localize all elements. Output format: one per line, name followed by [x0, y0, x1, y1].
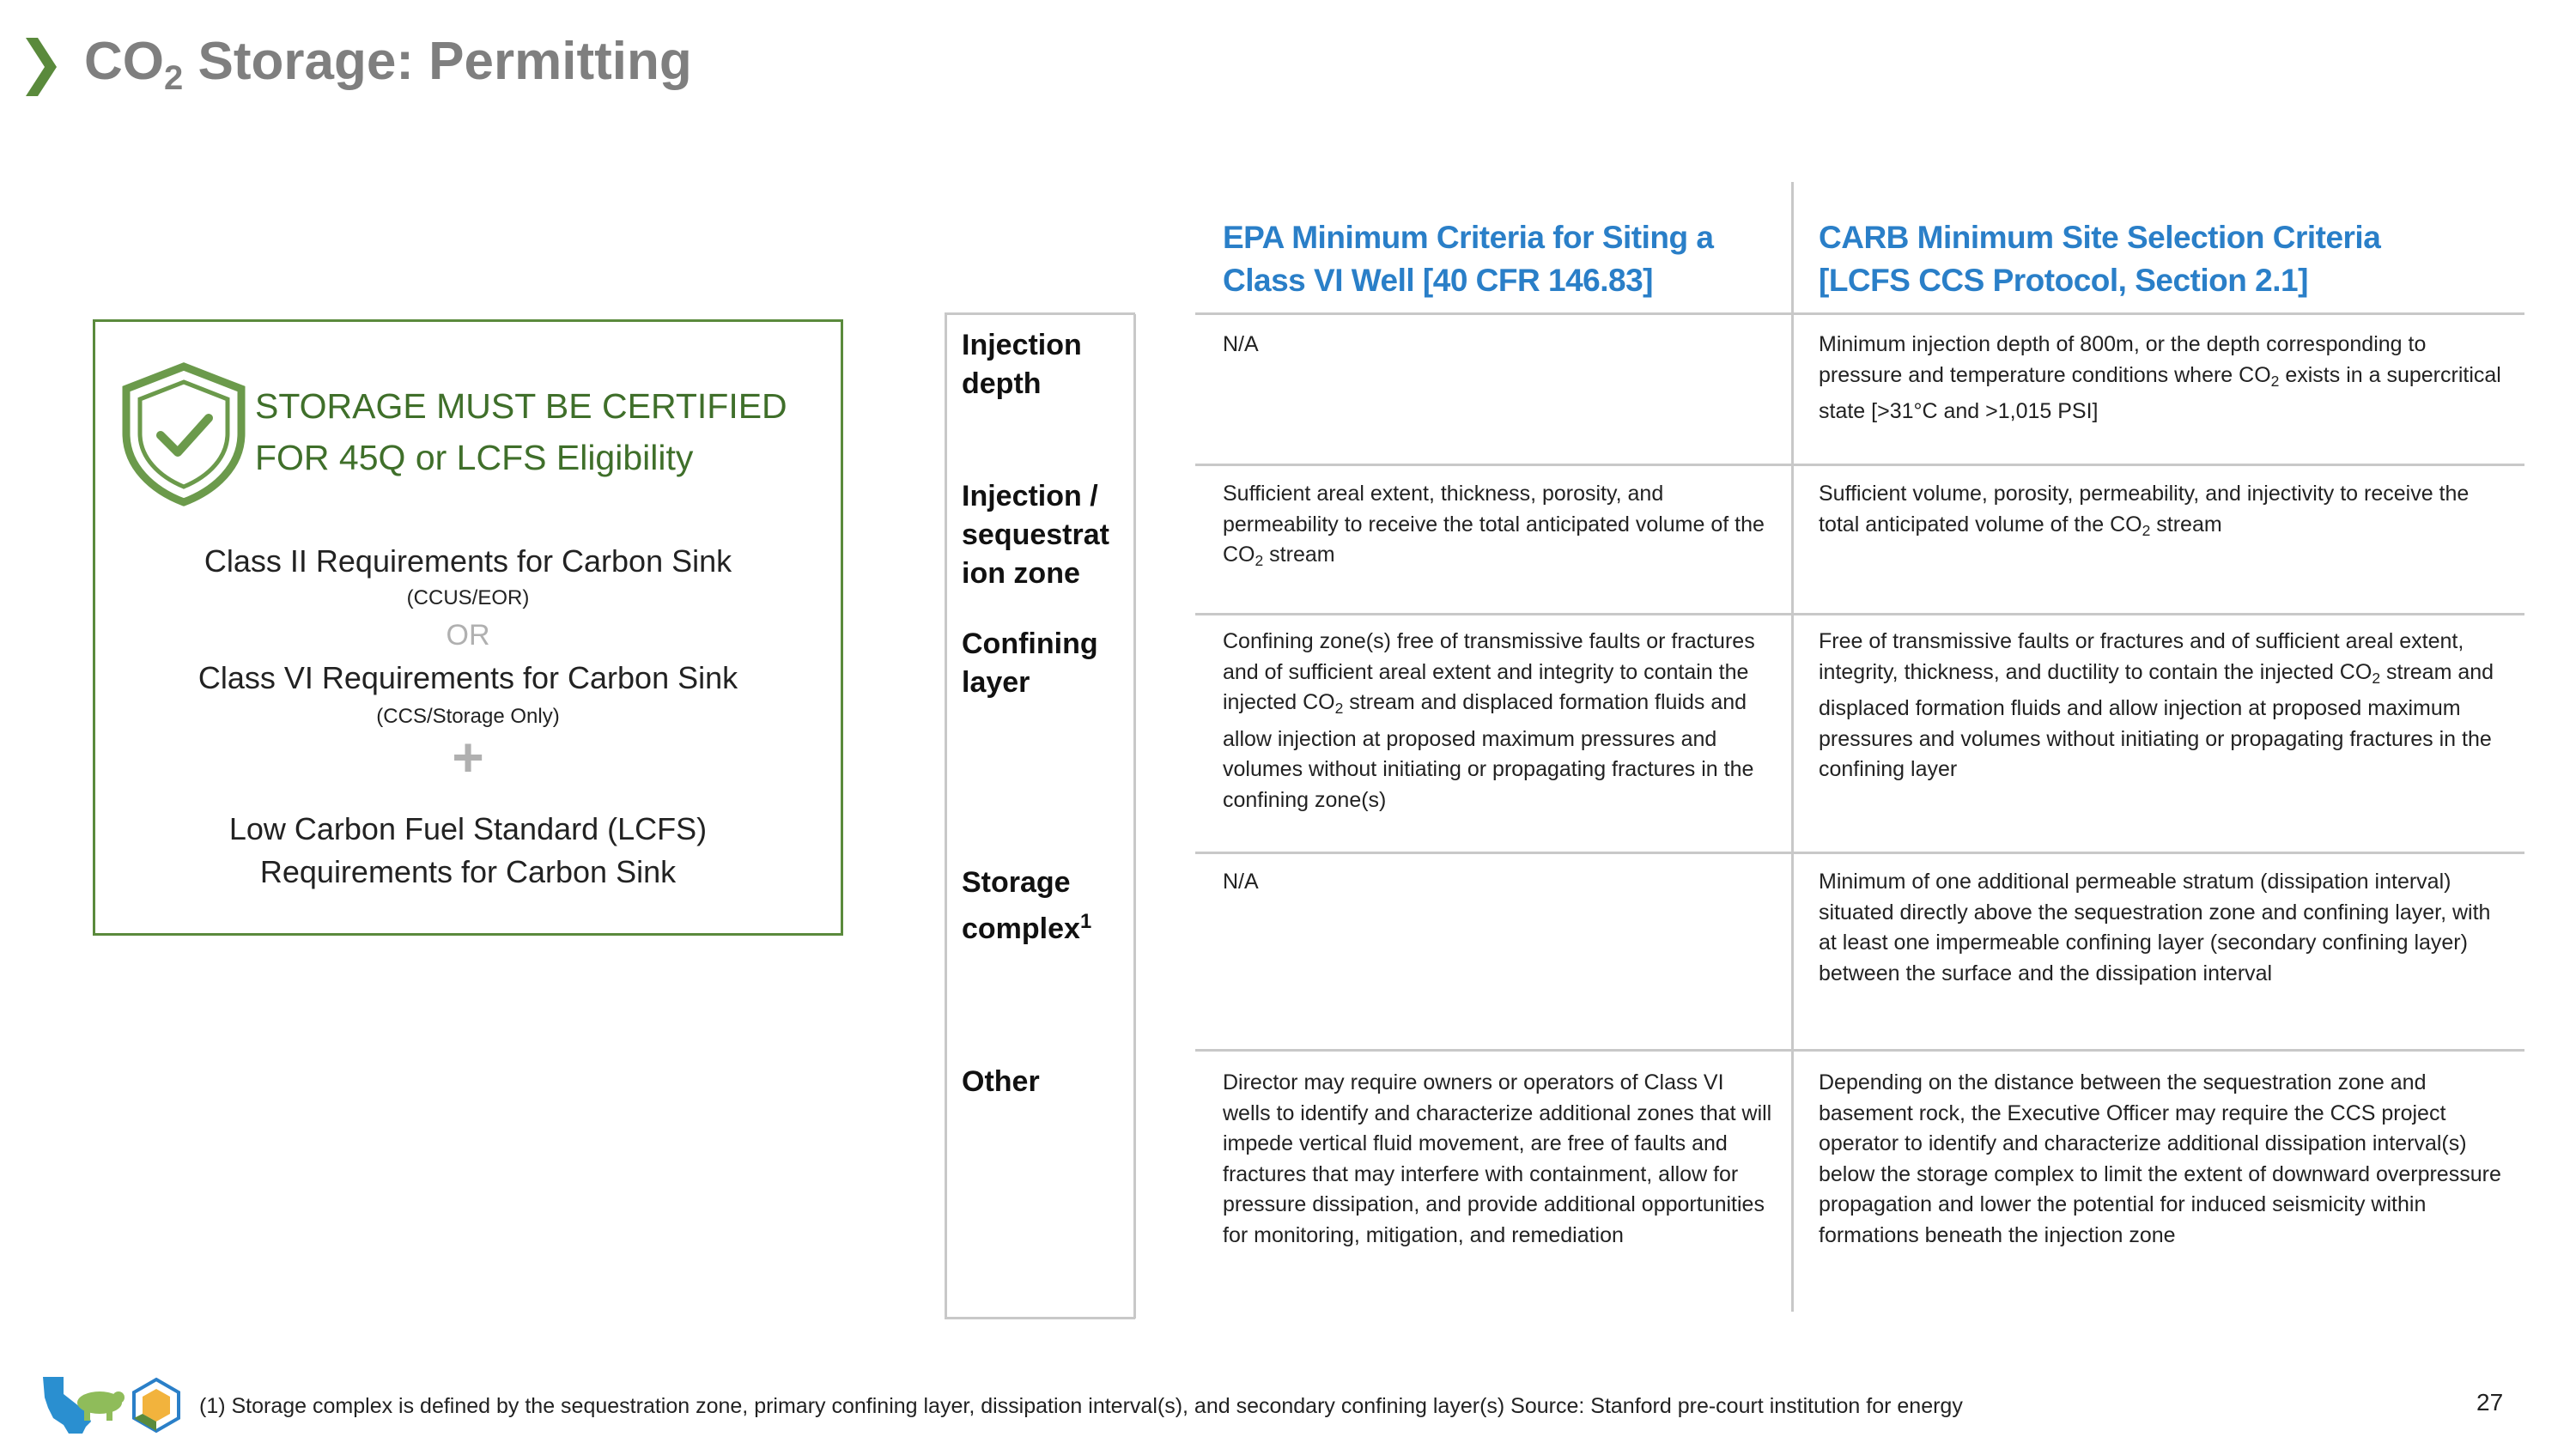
row-label-injection-depth: Injection depth [962, 329, 1082, 400]
row-label-other: Other [962, 1065, 1040, 1098]
shield-check-icon [121, 361, 246, 507]
page-title: $CO_2$ Storage: Permitting [84, 32, 692, 97]
class6-subtitle: (CCS/Storage Only) [376, 705, 560, 728]
carb-cell-injection-zone: Sufficient volume, porosity, permeability, and injectivity to receive the total anticipated volume of the $CO_2$ stream [1819, 482, 2470, 539]
label-column-top-border [945, 312, 1135, 315]
class2-requirement: Class II Requirements for Carbon Sink [204, 543, 732, 579]
title-chevron-icon [26, 38, 57, 96]
header-divider [1195, 312, 2524, 315]
class2-subtitle: (CCUS/EOR) [406, 586, 530, 609]
certification-box [93, 319, 843, 936]
carb-column-header: CARB Minimum Site Selection Criteria [LCFS CCS Protocol, Section 2.1] [1819, 220, 2381, 298]
epa-column-header: EPA Minimum Criteria for Siting a Class VI Well [40 CFR 146.83] [1223, 220, 1714, 298]
row-divider [1195, 464, 2524, 466]
epa-cell-injection-depth: N/A [1223, 332, 1259, 356]
row-label-confining-layer: Confining layer [962, 627, 1098, 699]
epa-cell-storage-complex: N/A [1223, 870, 1259, 894]
epa-cell-other: Director may require owners or operators of Class VI wells to identify and characterize additional zones that will impede vertical fluid movement, are free of faults and fractures that may interfere with containment, allow for pressure dissipation, and provide additional opportunities for monitoring, mitigation, and remediation [1223, 1070, 1772, 1247]
certification-heading: STORAGE MUST BE CERTIFIED FOR 45Q or LCFS Eligibility [255, 386, 787, 477]
row-label-injection-zone: Injection / sequestrat ion zone [962, 480, 1109, 590]
hexagon-logo [131, 1377, 182, 1434]
row-divider [1195, 852, 2524, 854]
criteria-column-divider [1791, 182, 1794, 1312]
carb-cell-other: Depending on the distance between the sequestration zone and basement rock, the Executive Officer may require the CCS project operator to identify and characterize additional dissipation interval(s) below the storage complex to limit the extent of downward overpressure propagation and lower the potential for induced seismicity within formations beneath the injection zone [1819, 1070, 2501, 1247]
class6-requirement: Class VI Requirements for Carbon Sink [197, 660, 738, 695]
california-bear-logo [38, 1373, 127, 1437]
lcfs-requirement: Low Carbon Fuel Standard (LCFS) Requirements for Carbon Sink [228, 811, 708, 889]
row-label-storage-complex: Storage complex$^1$ [962, 866, 1092, 945]
label-column-bottom-border [945, 1317, 1135, 1319]
carb-cell-injection-depth: Minimum injection depth of 800m, or the depth corresponding to pressure and temperature conditions where $CO_2$ exists in a supercritical state [>31°C and >1,015 PSI] [1819, 332, 2501, 423]
epa-cell-injection-zone: Sufficient areal extent, thickness, porosity, and permeability to receive the total anticipated volume of the $CO_2$ stream [1223, 482, 1765, 569]
page-number: 27 [2476, 1389, 2504, 1416]
plus-separator: + [452, 726, 484, 788]
carb-cell-confining-layer: Free of transmissive faults or fractures and of sufficient areal extent, integrity, thickness, and ductility to contain the injected $CO_2$ stream and displaced formation fluids and allow injection at proposed maximum pressures and volumes without initiating or propagating fractures in the confining layer [1819, 629, 2494, 781]
row-divider [1195, 613, 2524, 615]
carb-cell-storage-complex: Minimum of one additional permeable stratum (dissipation interval) situated directly above the sequestration zone and confining layer, with at least one impermeable confining layer (secondary confining layer) between the surface and the dissipation interval [1819, 870, 2491, 985]
footnote: (1) Storage complex is defined by the sequestration zone, primary confining layer, dissipation interval(s), and secondary confining layer(s) Source: Stanford pre-court institution for energy [199, 1394, 1963, 1418]
label-column-border [1133, 314, 1136, 1319]
table-left-border [945, 314, 947, 1319]
epa-cell-confining-layer: Confining zone(s) free of transmissive faults or fractures and of sufficient areal extent and integrity to contain the injected $CO_2$ stream and displaced formation fluids and allow injection at proposed maximum pressures and volumes without initiating or propagating fractures in the confining zone(s) [1223, 629, 1755, 812]
or-separator: OR [446, 619, 490, 652]
row-divider [1195, 1049, 2524, 1052]
